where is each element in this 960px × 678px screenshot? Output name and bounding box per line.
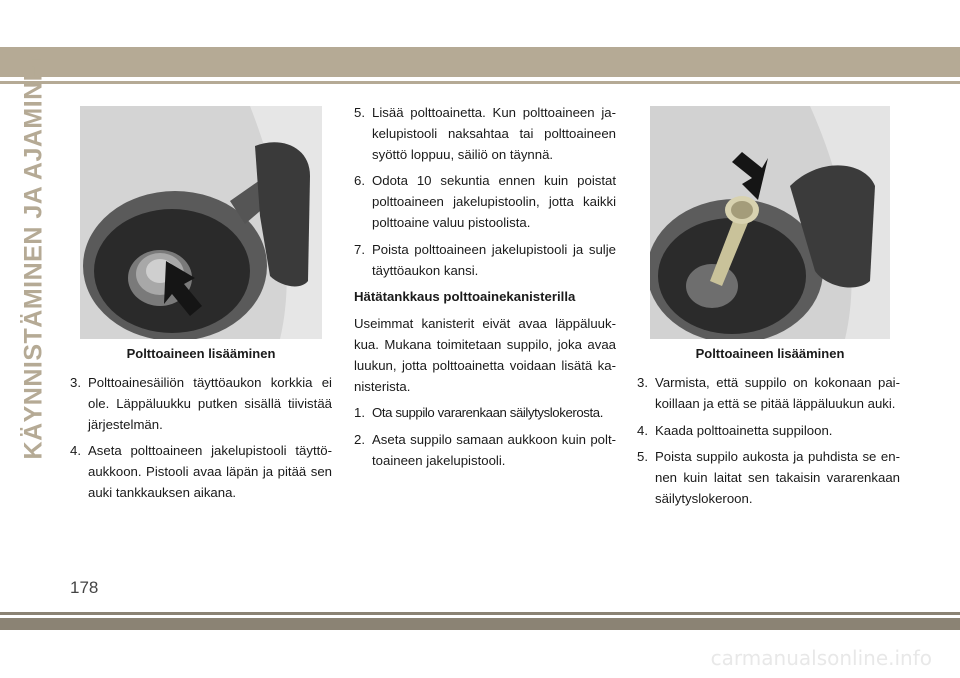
side-title-text: KÄYNNISTÄMINEN JA AJAMINEN xyxy=(19,45,48,460)
step-number: 7. xyxy=(354,241,365,257)
list-item xyxy=(354,171,616,233)
list-item xyxy=(637,447,900,509)
fuel-filler-illustration-left xyxy=(80,106,322,339)
watermark: carmanualsonline.info xyxy=(710,646,932,670)
step-text: Aseta polttoaineen jakelupistooli täyttö-aukkoon. Pistooli avaa läpän ja pitää sen auki tankkauksen aikana. xyxy=(88,443,332,500)
step-text: Ota suppilo vararenkaan säilytyslokerosta. xyxy=(372,405,603,421)
figure-caption-right: Polttoaineen lisääminen xyxy=(695,346,845,361)
page-number: 178 xyxy=(70,578,99,597)
header-rule xyxy=(0,81,960,84)
step-text: Kaada polttoainetta suppiloon. xyxy=(655,422,833,438)
step-number: 2. xyxy=(354,432,365,448)
step-text: Aseta suppilo samaan aukkoon kuin polt-toaineen jakelupistooli. xyxy=(372,432,616,468)
step-text: Poista suppilo aukosta ja puhdista se en-nen kuin laitat sen takaisin vararenkaan säilytyslokeroon. xyxy=(655,449,900,506)
step-text: Varmista, että suppilo on kokonaan pai-koillaan ja että se pitää läppäluukun auki. xyxy=(655,375,900,411)
list-item xyxy=(70,441,332,503)
body-paragraph: Useimmat kanisterit eivät avaa läppäluuk-kua. Mukana toimitetaan suppilo, joka avaa luukun, jotta polttoainetta voidaan lisätä ka-nisterista. xyxy=(354,316,616,394)
step-number: 4. xyxy=(70,443,81,459)
list-item xyxy=(354,240,616,282)
text-column-1 xyxy=(70,373,332,510)
step-text: Poista polttoaineen jakelupistooli ja sulje täyttöaukon kansi. xyxy=(372,241,616,278)
step-number: 1. xyxy=(354,405,365,421)
step-number: 5. xyxy=(354,105,365,120)
footer-rule xyxy=(0,612,960,615)
list-item xyxy=(637,373,900,415)
step-number: 4. xyxy=(637,422,648,438)
fuel-funnel-illustration-right xyxy=(650,106,890,339)
section-heading: Hätätankkaus polttoainekanisterilla xyxy=(354,289,576,305)
list-item xyxy=(70,373,332,435)
list-item xyxy=(354,103,616,165)
header-band xyxy=(0,47,960,77)
step-number: 5. xyxy=(637,449,648,465)
fuel-filler-photo-left xyxy=(80,106,322,339)
list-item xyxy=(354,403,616,424)
footer-band xyxy=(0,618,960,630)
text-column-3 xyxy=(637,373,900,516)
step-number: 6. xyxy=(354,173,365,189)
step-text: Polttoainesäiliön täyttöaukon korkkia ei ole. Läppäluukku putken sisällä tiivistää järjestelmän. xyxy=(88,375,332,432)
figure-caption-left: Polttoaineen lisääminen xyxy=(126,346,276,361)
step-text: Odota 10 sekuntia ennen kuin poistat polttoaineen jakelupistoolin, jotta kaikki polttoaine valuu pistoolista. xyxy=(372,173,616,230)
fuel-funnel-photo-right xyxy=(650,106,890,339)
text-column-2 xyxy=(354,103,616,478)
section-side-title xyxy=(14,45,54,460)
step-text: Lisää polttoainetta. Kun polttoaineen ja-kelupistooli naksahtaa tai polttoaineen syöttö loppuu, säiliö on täynnä. xyxy=(372,105,616,162)
list-item xyxy=(354,430,616,472)
step-number: 3. xyxy=(637,375,648,390)
step-number: 3. xyxy=(70,375,81,390)
list-item xyxy=(637,421,900,442)
